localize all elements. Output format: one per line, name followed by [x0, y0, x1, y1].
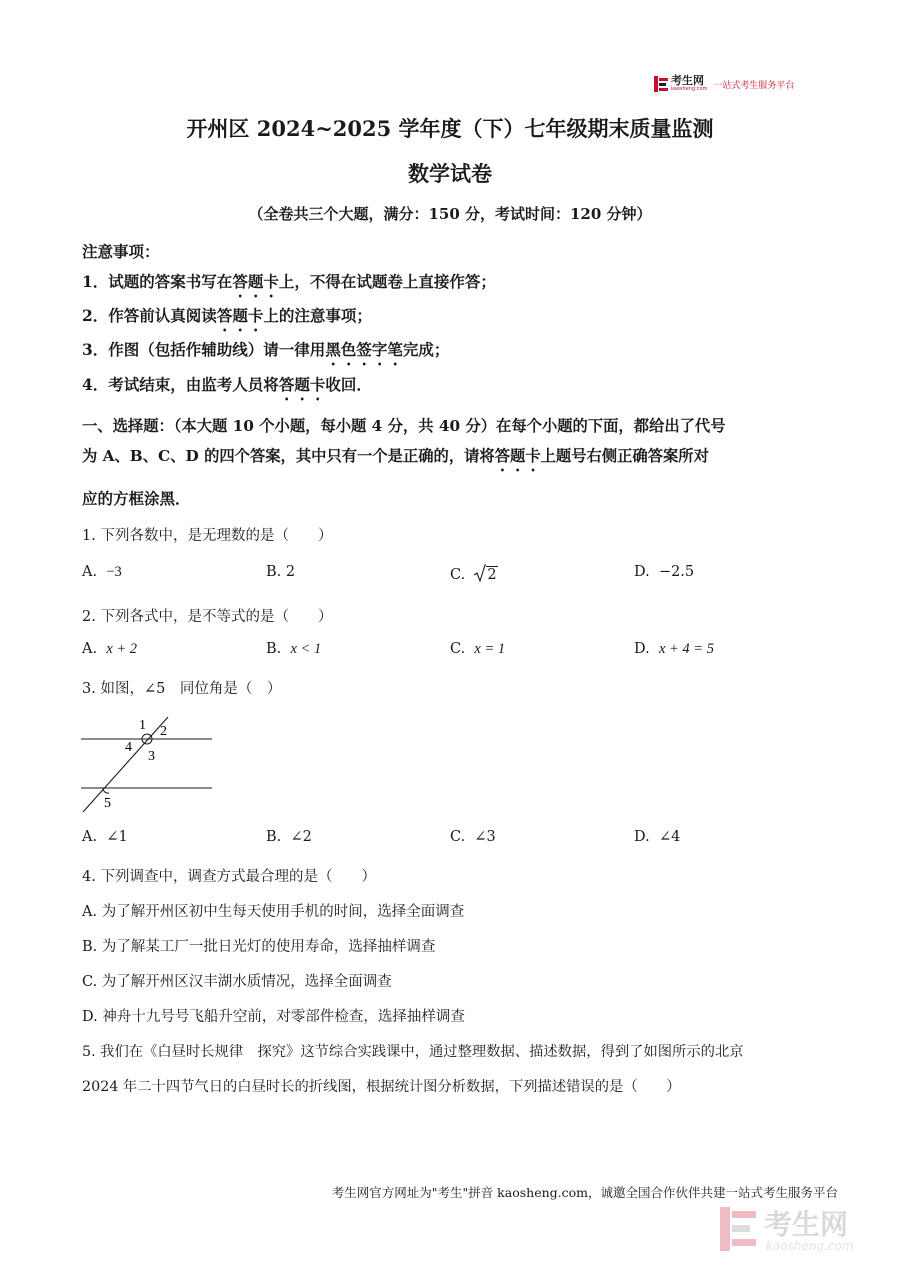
q1-option-b: B. 2: [266, 564, 296, 580]
notice-heading: 注意事项：: [82, 242, 160, 261]
notice-item: 4．考试结束，由监考人员将答题卡收回．: [82, 375, 372, 394]
logo-name: 考生网: [671, 74, 704, 87]
q4-option-b: B. 为了解某工厂一批日光灯的使用寿命，选择抽样调查: [82, 939, 436, 955]
q1-option-d: D. −2.5: [634, 564, 695, 580]
logo-domain: kaosheng.com: [671, 86, 708, 92]
watermark-domain: kaosheng.com: [766, 1239, 854, 1253]
question-4-stem: 4. 下列调查中，调查方式最合理的是（ ）: [82, 869, 376, 885]
q1-option-a: A. −3: [82, 564, 122, 580]
logo-text: [671, 76, 707, 92]
watermark-name: 考生网: [764, 1208, 849, 1241]
exam-info: （全卷共三个大题，满分：150 分，考试时间：120 分钟）: [248, 205, 652, 223]
exam-title: 开州区 2024~2025 学年度（下）七年级期末质量监测: [186, 116, 714, 141]
angle-label-5: 5: [104, 796, 111, 811]
question-5-stem-line: 2024 年二十四节气日的白昼时长的折线图，根据统计图分析数据，下列描述错误的是（ ）: [82, 1079, 681, 1095]
logo-mark-icon: [654, 76, 668, 92]
q3-option-a: A. ∠1: [82, 829, 128, 845]
q2-option-d: D. x + 4 = 5: [634, 641, 714, 657]
sqrt-icon: [474, 564, 486, 586]
notice-item: 1．试题的答案书写在答题卡上，不得在试题卷上直接作答；: [82, 272, 496, 291]
angle-label-3: 3: [148, 749, 155, 764]
notice-item: 2．作答前认真阅读答题卡上的注意事项；: [82, 306, 372, 325]
q2-option-a: A. x + 2: [82, 641, 138, 657]
section-heading-line: 一、选择题：（本大题 10 个小题，每小题 4 分，共 40 分）在每个小题的下面，都给出了代号: [82, 417, 726, 435]
section-heading-line: 为 A、B、C、D 的四个答案，其中只有一个是正确的，请将答题卡上题号右侧正确答案所对: [82, 447, 709, 465]
q1-option-c: C. 2: [450, 564, 498, 586]
question-3-stem: 3. 如图，∠5 同位角是（ ）: [82, 681, 282, 697]
q3-option-d: D. ∠4: [634, 829, 681, 845]
notice-item: 3．作图（包括作辅助线）请一律用黑色签字笔完成；: [82, 340, 450, 359]
q4-option-a: A. 为了解开州区初中生每天使用手机的时间，选择全面调查: [82, 904, 465, 920]
angle-label-1: 1: [139, 718, 146, 733]
angle-label-2: 2: [160, 724, 167, 739]
transversal-line: [83, 717, 168, 812]
exam-subtitle: 数学试卷: [408, 161, 492, 186]
question-1-stem: 1. 下列各数中，是无理数的是（ ）: [82, 528, 333, 544]
q3-option-b: B. ∠2: [266, 829, 312, 845]
angle-label-4: 4: [125, 740, 132, 755]
q3-option-c: C. ∠3: [450, 829, 496, 845]
section-heading-line: 应的方框涂黑．: [82, 489, 191, 508]
q2-option-c: C. x = 1: [450, 641, 506, 657]
question-5-stem-line: 5. 我们在《白昼时长规律 探究》这节综合实践课中，通过整理数据、描述数据，得到了如图所示的北京: [82, 1044, 744, 1060]
question-2-stem: 2. 下列各式中，是不等式的是（ ）: [82, 609, 333, 625]
parallel-lines-figure: [78, 712, 218, 812]
brand-logo: [654, 74, 794, 94]
watermark-logo: [718, 1203, 878, 1258]
q4-option-c: C. 为了解开州区汉丰湖水质情况，选择全面调查: [82, 974, 392, 990]
q2-option-b: B. x < 1: [266, 641, 322, 657]
q4-option-d: D. 神舟十九号号飞船升空前，对零部件检查，选择抽样调查: [82, 1009, 465, 1025]
footer-text: 考生网官方网址为"考生"拼音 kaosheng.com，诚邀全国合作伙伴共建一站式考生服务平台: [331, 1185, 838, 1200]
logo-slogan: 一站式考生服务平台: [713, 80, 795, 91]
